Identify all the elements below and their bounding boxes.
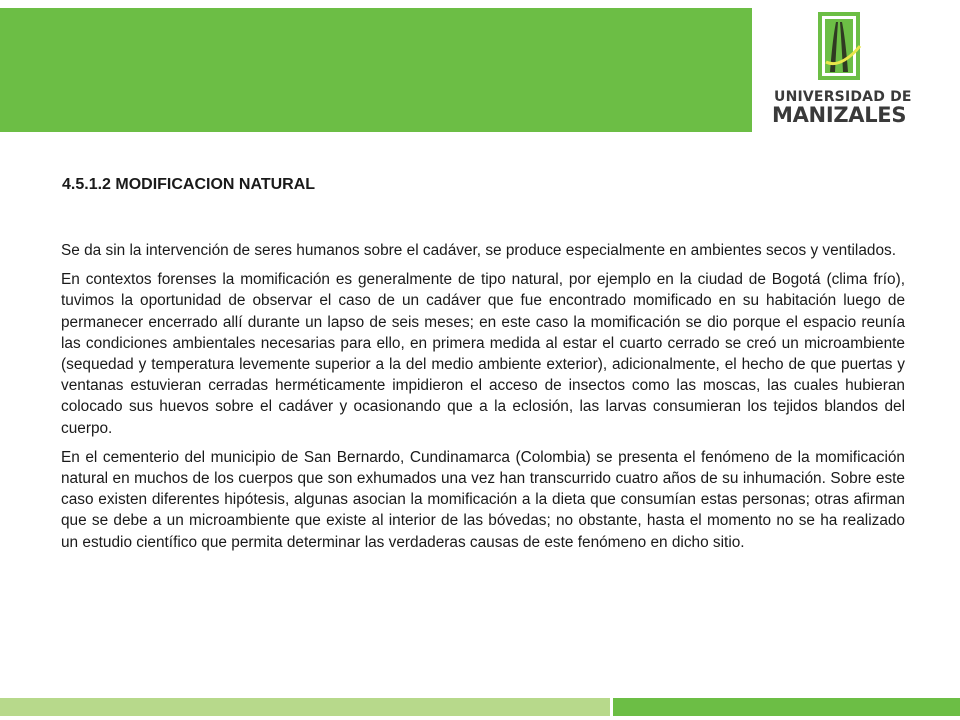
section-title: 4.5.1.2 MODIFICACION NATURAL [62, 176, 316, 193]
footer-green-band [613, 698, 960, 716]
paragraph: Se da sin la intervención de seres humanos sobre el cadáver, se produce especialmente en ambientes secos y ventilados. [61, 242, 897, 259]
paragraph: En el cementerio del municipio de San Bernardo, Cundinamarca (Colombia) se presenta el fenómeno de la momificación natural en muchos de los cuerpos que son exhumados una vez han transcurrido cuatro años de su inhumación. Sobre este caso existen diferentes hipótesis, algunas asocian la momificación a la dieta que consumían estas personas; otras afirman que se debe a un microambiente que existe al interior de las bóvedas; no obstante, hasta el momento no se ha realizado un estudio científico que permita determinar las verdaderas causas de este fenómeno en dicho sitio. [61, 448, 905, 551]
university-emblem-icon [766, 6, 946, 88]
body-text [61, 240, 905, 561]
paragraph: En contextos forenses la momificación es generalmente de tipo natural, por ejemplo en la ciudad de Bogotá (clima frío), tuvimos la oportunidad de observar el caso de un cadáver que fue encontrado momificado en su habitación luego de permanecer encerrado allí durante un lapso de seis meses; en este caso la momificación se dio porque el espacio reunía las condiciones ambientales necesarias para ello, en primera medida al estar el cuarto cerrado se creó un microambiente (sequedad y temperatura levemente superior a la del medio ambiente exterior), adicionalmente, el hecho de que puertas y ventanas estuvieran cerradas herméticamente impidieron el acceso de insectos como las moscas, las cuales hubieran colocado sus huevos sobre el cadáver y ocasionando que a la eclosión, las larvas consumieran los tejidos blandos del cuerpo. [61, 271, 905, 437]
logo-text-line1: UNIVERSIDAD DE [774, 89, 912, 105]
header-green-band [0, 8, 752, 132]
footer-light-band [0, 698, 610, 716]
university-logo [766, 6, 946, 128]
logo-text-line2: MANIZALES [772, 103, 907, 127]
